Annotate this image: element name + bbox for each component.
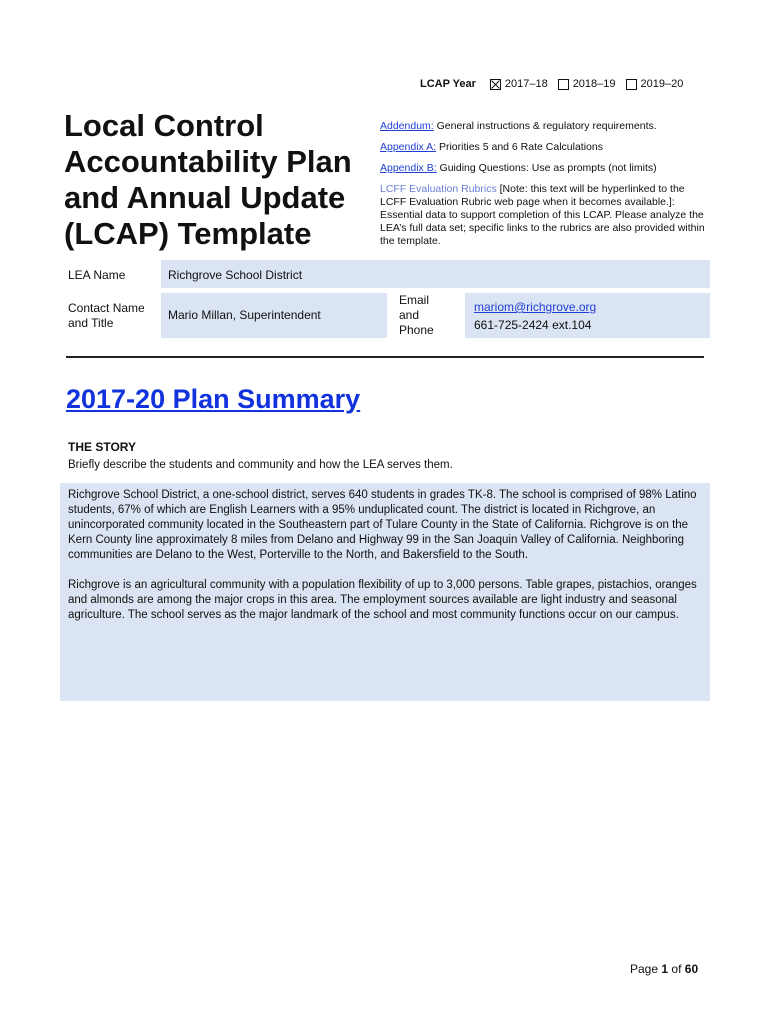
contact-value: Mario Millan, Superintendent [168, 308, 321, 322]
story-heading: THE STORY [68, 440, 137, 454]
year-option-label: 2019–20 [640, 78, 684, 90]
addendum-text: General instructions & regulatory requirements. [433, 120, 657, 132]
lea-name-value: Richgrove School District [168, 268, 303, 282]
story-text-box[interactable] [60, 483, 710, 701]
year-option-label: 2017–18 [504, 78, 548, 90]
email-phone-cell [465, 293, 710, 338]
year-option-2017-18[interactable] [490, 78, 548, 90]
of-word: of [671, 962, 682, 976]
page-footer [630, 962, 698, 976]
rubrics-link[interactable]: LCFF Evaluation Rubrics [380, 183, 497, 195]
page-word: Page [630, 962, 659, 976]
appendix-b-text: Guiding Questions: Use as prompts (not limits) [436, 162, 657, 174]
year-option-2019-20[interactable] [626, 78, 684, 90]
story-paragraph: Richgrove School District, a one-school district, serves 640 students in grades TK-8. The school is comprised of 98% Latino students, 67% of which are English Learners with a 95% unduplicated count. The district is located in Richgrove, an unincorporated community located in the Southeastern part of Tulare County in the State of California. Richgrove is on the Kern County line approximately 8 miles from Delano and Highway 99 in the San Joaquin Valley of California. Neighboring communities are Delano to the West, Porterville to the North, and Bakersfield to the South. [68, 489, 697, 561]
plan-summary-heading: 2017-20 Plan Summary [66, 384, 361, 414]
title-line: (LCAP) Template [64, 216, 312, 251]
checkbox-icon[interactable] [626, 79, 637, 90]
addendum-link[interactable]: Addendum: [380, 120, 434, 132]
email-phone-label: Email and Phone [399, 293, 434, 337]
reference-links [380, 120, 705, 256]
page-total: 60 [684, 962, 699, 976]
title-line: Local Control [64, 108, 264, 143]
checked-checkbox-icon[interactable] [490, 79, 501, 90]
title-line: Accountability Plan [64, 144, 352, 179]
title-line: and Annual Update [64, 180, 346, 215]
appendix-a-link[interactable]: Appendix A: [380, 141, 437, 153]
appendix-a-entry [380, 141, 705, 154]
email-link[interactable]: mariom@richgrove.org [474, 300, 597, 314]
section-divider [66, 356, 704, 358]
lea-name-cell [161, 260, 710, 288]
document-title [64, 108, 364, 252]
rubrics-entry [380, 183, 705, 248]
rubrics-text: [Note: this text will be hyperlinked to the LCFF Evaluation Rubric web page when it becomes available.]: Essential data to support completion of this LCAP. Please analyze the LEA’s full data set; specific links to the rubrics are also provided within the template. [380, 183, 705, 247]
appendix-a-text: Priorities 5 and 6 Rate Calculations [436, 141, 603, 153]
addendum-entry [380, 120, 705, 133]
year-option-2018-19[interactable] [558, 78, 616, 90]
lea-name-label: LEA Name [68, 268, 126, 282]
page-number: 1 [661, 962, 669, 976]
contact-label: Contact Name and Title [68, 301, 145, 330]
checkbox-icon[interactable] [558, 79, 569, 90]
lcap-year-row [420, 78, 693, 90]
year-option-label: 2018–19 [572, 78, 616, 90]
appendix-b-link[interactable]: Appendix B: [380, 162, 437, 174]
story-paragraph: Richgrove is an agricultural community with a population flexibility of up to 3,000 persons. Table grapes, pistachios, oranges and almonds are among the major crops in this area. The employment sources available are light industry and seasonal agriculture. The school serves as the major landmark of the school and most community functions occur on our campus. [68, 579, 697, 621]
story-prompt: Briefly describe the students and community and how the LEA serves them. [68, 459, 453, 471]
lcap-year-label: LCAP Year [420, 78, 476, 90]
phone-value: 661-725-2424 ext.104 [474, 318, 592, 332]
appendix-b-entry [380, 162, 705, 175]
contact-cell [161, 293, 387, 338]
